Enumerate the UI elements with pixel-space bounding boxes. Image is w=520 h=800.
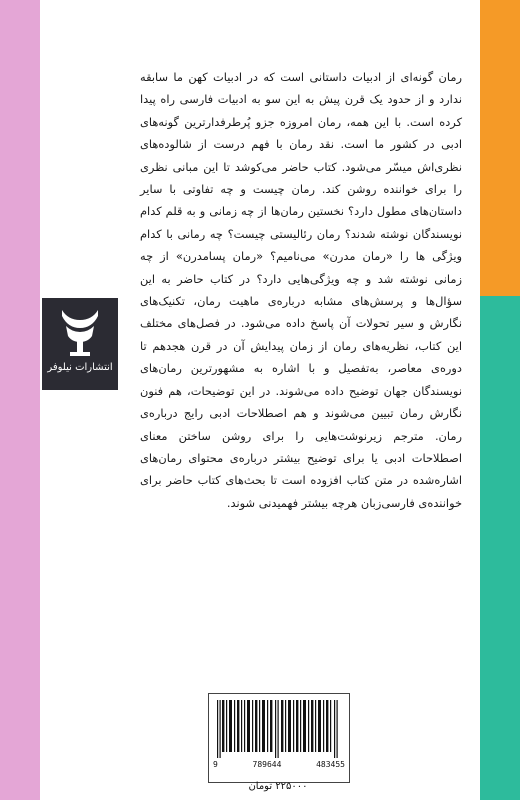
publisher-logo-box (42, 298, 118, 390)
barcode-lead-digit: 9 (213, 760, 218, 769)
right-color-stripe-orange (480, 0, 520, 296)
right-color-stripe-teal (480, 296, 520, 800)
price-label: ۲۲۵۰۰۰ تومان (248, 781, 308, 792)
isbn-barcode (208, 693, 350, 783)
barcode-left-digits: 789644 (252, 760, 282, 769)
back-cover-blurb: رمان گونه‌ای از ادبیات داستانی است که در ادبیات کهن ما سابقه ندارد و از حدود یک قرن پیش به این سو به ادبیات فارسی راه پیدا کرده است. با این همه، رمان امروزه جزو پُرطرفدارترین گونه‌های ادبی در کشور ما است. نقد رمان با فهم درست از شالوده‌های نظری‌اش میسّر می‌شود. کتاب حاضر می‌کوشد تا این مبانی نظری را برای خواننده روشن کند. رمان چیست و چه تفاوتی با سایر داستان‌های مطول دارد؟ نخستین رمان‌ها از چه زمانی و به قلم کدام نویسندگان نوشته شدند؟ رمان رئالیستی چیست؟ چه رمانی با کدام ویژگی ها را «رمان مدرن» می‌نامیم؟ «رمان پسامدرن» از چه زمانی نوشته شد و چه ویژگی‌هایی دارد؟ در کتاب حاضر به این سؤال‌ها و پرسش‌های مشابه درباره‌ی ماهیت رمان، تکنیک‌های نگارش و سیر تحولات آن پاسخ داده می‌شود. در فصل‌های مختلف این کتاب، نظریه‌های رمان از زمان پیدایش آن در قرن هجدهم تا دوره‌ی معاصر، به‌تفصیل و با اشاره به مشهورترین رمان‌های نویسندگان جهان توضیح داده می‌شوند. در این توضیحات، هم فنون نگارش رمان تبیین می‌شوند و هم اصطلاحات ادبی رایج درباره‌ی رمان. مترجم زیرنوشت‌هایی را برای روشن ساختن معنای اصطلاحات ادبی یا برای توضیح بیشتر درباره‌ی محتوای رمان‌های اشاره‌شده در متن کتاب افزوده است تا بحث‌های کتاب حاضر برای خواننده‌ی فارسی‌زبان هرچه بیشتر فهمیدنی شوند. (140, 70, 462, 510)
barcode-bars-graphic (215, 700, 343, 758)
left-color-stripe (0, 0, 40, 800)
barcode-right-digits: 483455 (316, 760, 345, 769)
publisher-name: انتشارات نیلوفر (47, 362, 113, 373)
barcode-digits (213, 760, 345, 769)
nilufar-flower-logo-icon (58, 306, 102, 358)
